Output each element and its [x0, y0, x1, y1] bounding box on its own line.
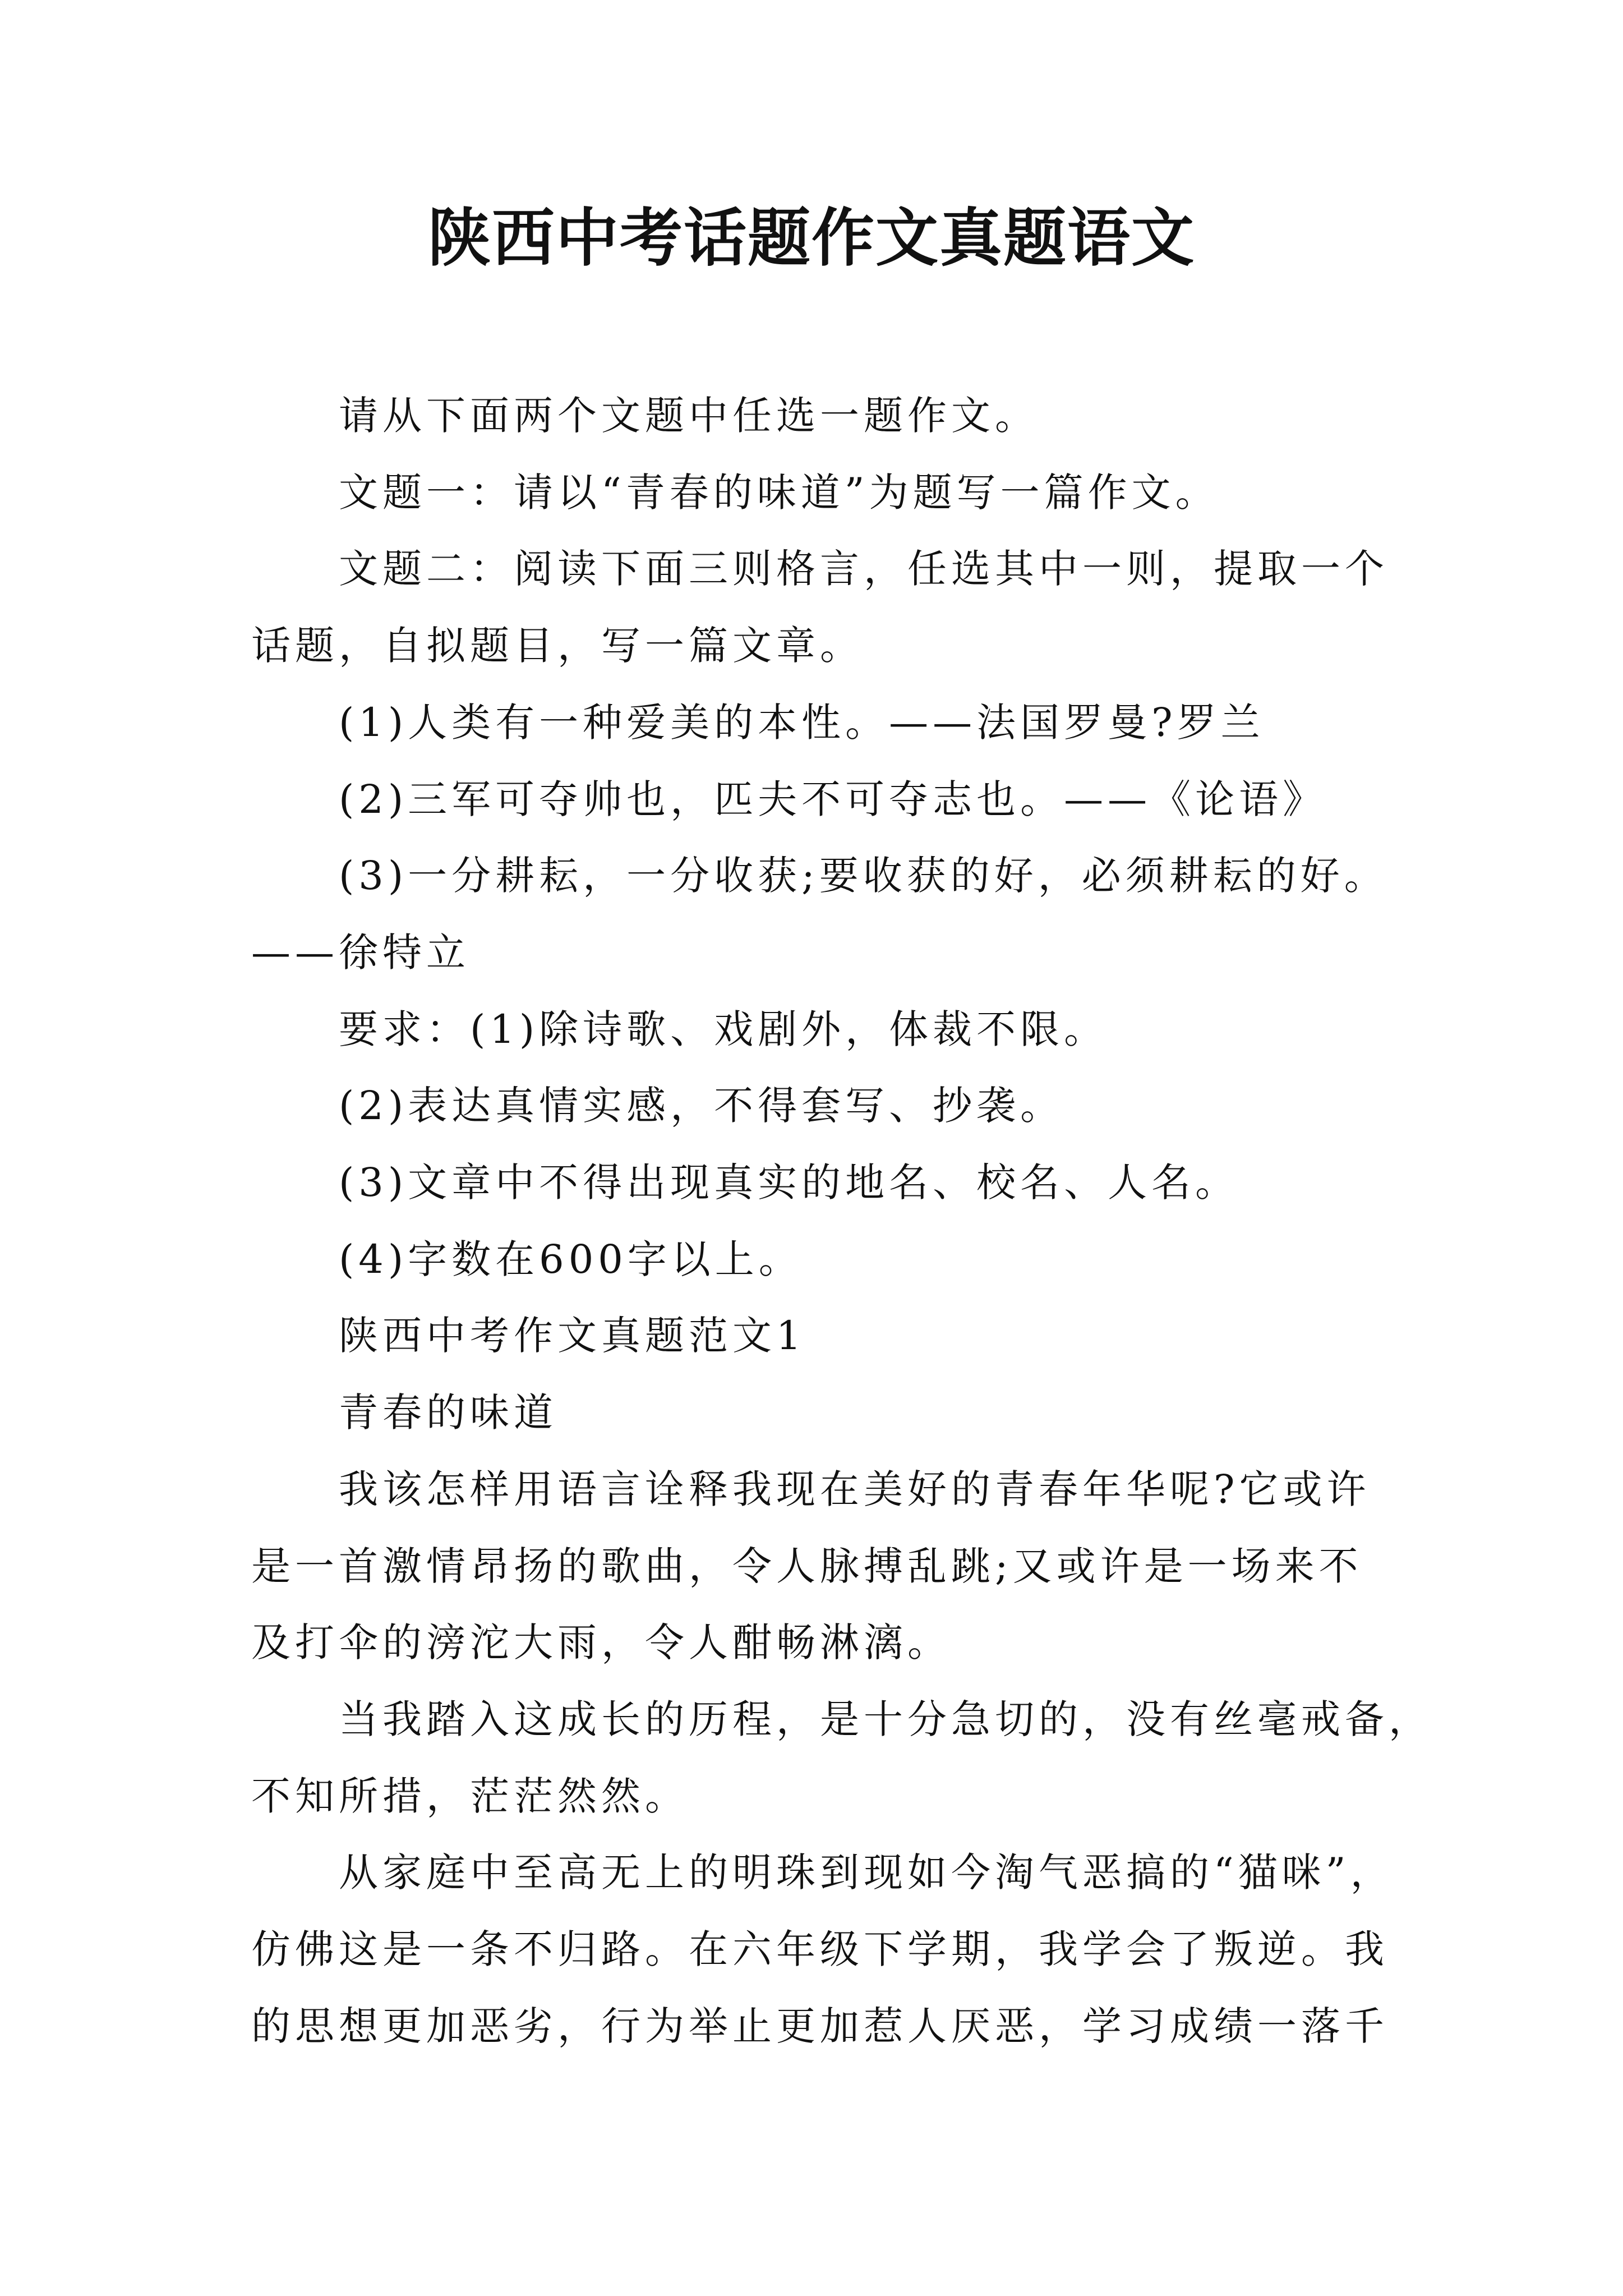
text-line: 话题，自拟题目，写一篇文章。: [251, 623, 864, 669]
text-line: (2)表达真情实感，不得套写、抄袭。: [339, 1083, 1064, 1129]
text-line: 的思想更加恶劣，行为举止更加惹人厌恶，学习成绩一落千: [251, 2003, 1389, 2049]
text-line: (3)文章中不得出现真实的地名、校名、人名。: [339, 1159, 1239, 1206]
text-line: 文题一：请以“青春的味道”为题写一篇作文。: [339, 469, 1219, 516]
text-line: (1)人类有一种爱美的本性。——法国罗曼?罗兰: [339, 699, 1265, 746]
text-line: 及打伞的滂沱大雨，令人酣畅淋漓。: [251, 1619, 951, 1666]
text-line: 当我踏入这成长的历程，是十分急切的，没有丝毫戒备，: [339, 1696, 1432, 1742]
text-line: 青春的味道: [339, 1389, 557, 1436]
document-body: [251, 378, 1432, 2064]
text-line: 仿佛这是一条不归路。在六年级下学期，我学会了叛逆。我: [251, 1926, 1389, 1973]
text-line: 我该怎样用语言诠释我现在美好的青春年华呢?它或许: [339, 1466, 1371, 1512]
text-line: (4)字数在600字以上。: [339, 1236, 803, 1282]
text-line: (2)三军可夺帅也，匹夫不可夺志也。——《论语》: [339, 776, 1327, 822]
text-line: 请从下面两个文题中任选一题作文。: [339, 393, 1039, 439]
text-line: 是一首激情昂扬的歌曲，令人脉搏乱跳;又或许是一场来不: [251, 1543, 1363, 1589]
text-line: 要求：(1)除诗歌、戏剧外，体裁不限。: [339, 1006, 1108, 1052]
text-line: 陕西中考作文真题范文1: [339, 1313, 806, 1359]
text-line: 从家庭中至高无上的明珠到现如今淘气恶搞的“猫咪”，: [339, 1849, 1394, 1896]
text-line: (3)一分耕耘，一分收获;要收获的好，必须耕耘的好。: [339, 853, 1388, 899]
text-line: 不知所措，茫茫然然。: [251, 1773, 689, 1819]
page-title: 陕西中考话题作文真题语文: [428, 201, 1195, 275]
text-line: 文题二：阅读下面三则格言，任选其中一则，提取一个: [339, 546, 1389, 592]
text-line: ——徐特立: [251, 929, 470, 976]
